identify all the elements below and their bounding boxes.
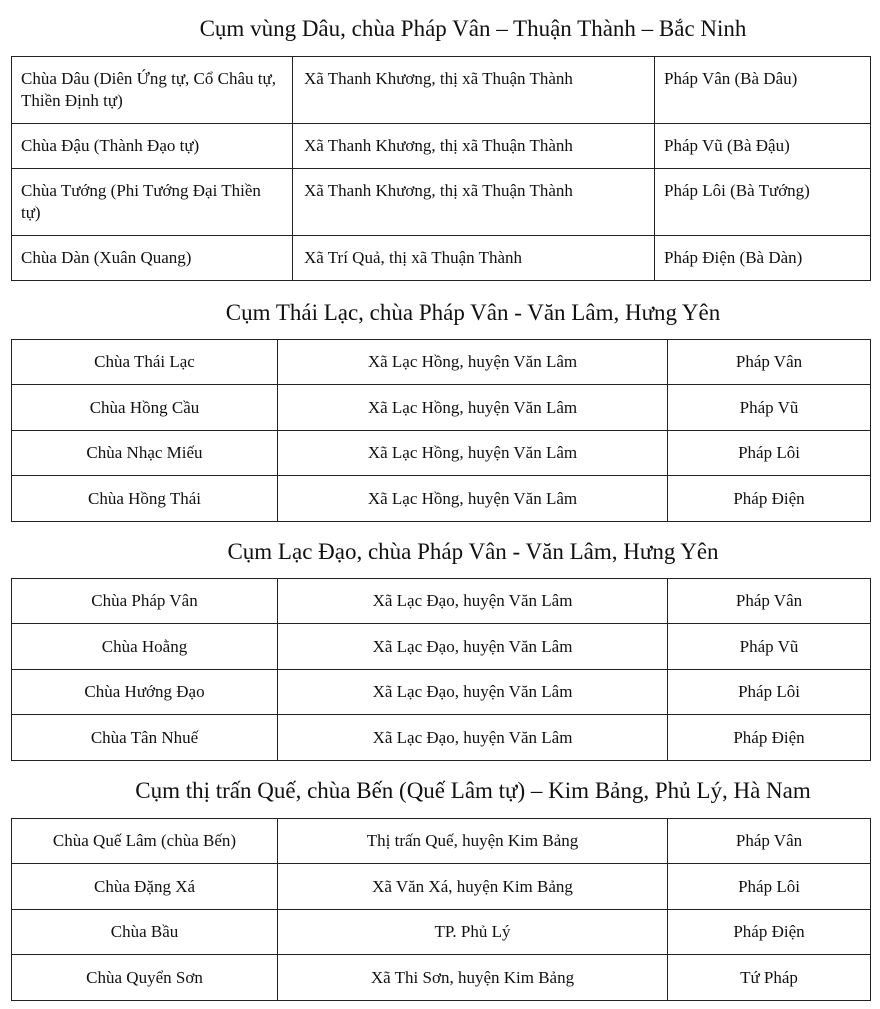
temple-cell: Chùa Quế Lâm (chùa Bến) <box>12 819 278 864</box>
table-row <box>12 124 871 169</box>
section-4-title: Cụm thị trấn Quế, chùa Bến (Quế Lâm tự) – Kim Bảng, Phủ Lý, Hà Nam <box>135 778 811 803</box>
temple-cell: Chùa Nhạc Miếu <box>12 431 278 476</box>
deity-cell: Pháp Lôi <box>668 864 871 910</box>
temple-cell: Chùa Dâu (Diên Ứng tự, Cổ Châu tự, Thiền Định tự) <box>12 57 293 124</box>
deity-cell: Pháp Điện (Bà Dàn) <box>655 236 871 281</box>
temple-cell: Chùa Quyển Sơn <box>12 955 278 1001</box>
deity-cell: Pháp Vũ <box>668 385 871 431</box>
deity-cell: Pháp Vân <box>668 819 871 864</box>
table-row <box>12 169 871 236</box>
temple-cell: Chùa Đậu (Thành Đạo tự) <box>12 124 293 169</box>
location-cell: Xã Thanh Khương, thị xã Thuận Thành <box>293 57 655 124</box>
section-4-table <box>11 818 871 1001</box>
deity-cell: Pháp Điện <box>668 476 871 522</box>
location-cell: Xã Lạc Đạo, huyện Văn Lâm <box>278 624 668 670</box>
deity-cell: Pháp Vũ <box>668 624 871 670</box>
table-row <box>12 579 871 624</box>
temple-cell: Chùa Thái Lạc <box>12 340 278 385</box>
location-cell: Xã Lạc Hồng, huyện Văn Lâm <box>278 431 668 476</box>
table-row <box>12 715 871 761</box>
table-row <box>12 910 871 955</box>
location-cell: Xã Văn Xá, huyện Kim Bảng <box>278 864 668 910</box>
section-3-title: Cụm Lạc Đạo, chùa Pháp Vân - Văn Lâm, Hưng Yên <box>227 539 719 564</box>
table-row <box>12 864 871 910</box>
section-2-table <box>11 339 871 522</box>
temple-cell: Chùa Đặng Xá <box>12 864 278 910</box>
deity-cell: Pháp Lôi (Bà Tướng) <box>655 169 871 236</box>
deity-cell: Pháp Vân (Bà Dâu) <box>655 57 871 124</box>
table-row <box>12 624 871 670</box>
table-row <box>12 236 871 281</box>
location-cell: Xã Lạc Đạo, huyện Văn Lâm <box>278 670 668 715</box>
table-row <box>12 819 871 864</box>
temple-cell: Chùa Bầu <box>12 910 278 955</box>
location-cell: Xã Lạc Hồng, huyện Văn Lâm <box>278 476 668 522</box>
table-row <box>12 340 871 385</box>
location-cell: Xã Lạc Đạo, huyện Văn Lâm <box>278 715 668 761</box>
deity-cell: Pháp Điện <box>668 715 871 761</box>
table-row <box>12 670 871 715</box>
table-row <box>12 955 871 1001</box>
temple-cell: Chùa Hồng Thái <box>12 476 278 522</box>
location-cell: Xã Lạc Hồng, huyện Văn Lâm <box>278 385 668 431</box>
deity-cell: Tứ Pháp <box>668 955 871 1001</box>
location-cell: Xã Thanh Khương, thị xã Thuận Thành <box>293 169 655 236</box>
temple-cell: Chùa Hồng Cầu <box>12 385 278 431</box>
temple-cell: Chùa Pháp Vân <box>12 579 278 624</box>
location-cell: Thị trấn Quế, huyện Kim Bảng <box>278 819 668 864</box>
table-row <box>12 57 871 124</box>
table-row <box>12 385 871 431</box>
section-1-title: Cụm vùng Dâu, chùa Pháp Vân – Thuận Thành – Bắc Ninh <box>199 16 747 41</box>
temple-cell: Chùa Hướng Đạo <box>12 670 278 715</box>
section-3-table <box>11 578 871 761</box>
deity-cell: Pháp Điện <box>668 910 871 955</box>
deity-cell: Pháp Vũ (Bà Đậu) <box>655 124 871 169</box>
deity-cell: Pháp Vân <box>668 340 871 385</box>
deity-cell: Pháp Vân <box>668 579 871 624</box>
section-1-table <box>11 56 871 281</box>
location-cell: Xã Thanh Khương, thị xã Thuận Thành <box>293 124 655 169</box>
deity-cell: Pháp Lôi <box>668 670 871 715</box>
table-row <box>12 476 871 522</box>
location-cell: Xã Trí Quả, thị xã Thuận Thành <box>293 236 655 281</box>
location-cell: Xã Lạc Hồng, huyện Văn Lâm <box>278 340 668 385</box>
section-2-title: Cụm Thái Lạc, chùa Pháp Vân - Văn Lâm, Hưng Yên <box>225 300 721 325</box>
location-cell: Xã Lạc Đạo, huyện Văn Lâm <box>278 579 668 624</box>
deity-cell: Pháp Lôi <box>668 431 871 476</box>
location-cell: Xã Thi Sơn, huyện Kim Bảng <box>278 955 668 1001</box>
location-cell: TP. Phủ Lý <box>278 910 668 955</box>
temple-cell: Chùa Hoằng <box>12 624 278 670</box>
temple-cell: Chùa Tân Nhuế <box>12 715 278 761</box>
table-row <box>12 431 871 476</box>
temple-cell: Chùa Dàn (Xuân Quang) <box>12 236 293 281</box>
temple-cell: Chùa Tướng (Phi Tướng Đại Thiền tự) <box>12 169 293 236</box>
